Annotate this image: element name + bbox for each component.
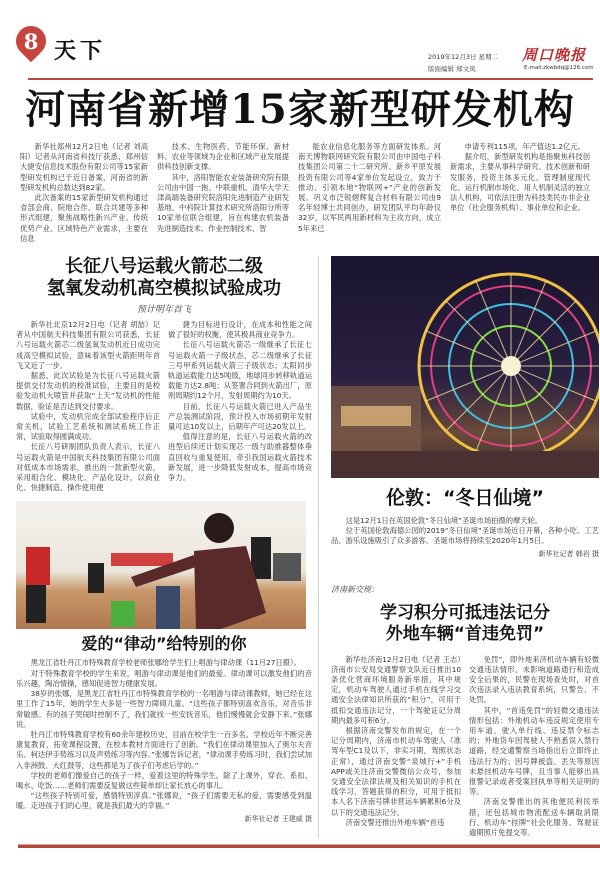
jinan-headline-line-1: 学习积分可抵违法记分 (380, 602, 550, 623)
left-column (16, 256, 319, 838)
paragraph: 黑龙江省牡丹江市特殊教育学校老师张娜给学生们上唱游与律动课（11月27日摄）。 (30, 658, 301, 668)
paragraph: 试验中，发动机完成全部试验程序后正常关机，试验工艺系统和测试系统工作正常，试验取得圆满成功。 (16, 411, 160, 442)
rhythm-headline: 爱的“律动”给特别的你 (81, 634, 247, 654)
london-byline: 新华社记者 韩岩 摄 (538, 549, 599, 558)
newspaper-logo: 周口晚报 (522, 46, 587, 64)
paragraph: 能农业信息化服务等方面研发体系。河南天博物联网研究院有限公司由中国电子科技集团公司第二十二研究所、新乡平原发展投资有限公司等4家单位发起设立，致力于推动、引领本地“物联网+”产业的创新发展。巩义市泛锐熠辉复合材料有限公司由9名年轻博士共同创办，研发团队平均年龄仅32岁，以军民两用新材料为主攻方向，成立5年来已 (298, 142, 441, 233)
jinan-headline (331, 603, 599, 645)
paragraph: 对于特殊教育学校的学生来说，唱游与律动课是他们的最爱。律动课可以激发他们的音乐兴趣，陶冶情操，感知促进智力健康发展。 (16, 668, 312, 688)
jinan-headline-line-2: 外地车辆“首违免罚” (385, 623, 545, 644)
paragraph: “这些孩子特别可爱，感情特别淳真。”张娜说，“孩子们需要无私的爱，需要感受到温暖。走进孩子们的心里，就是我们最大的幸福。” (16, 791, 312, 811)
rocket-body (16, 320, 312, 493)
paragraph: 其中，洛阳智能农业装备研究院有限公司由中国一拖、中联重机、清华大学天津高端装备研究院洛阳先进制造产业研发基地、中科院计算技术研究所洛阳分所等10家单位联合组建，旨在构建农机装备先进制造技术、作业控制技术、智 (157, 172, 289, 233)
rhythm-byline: 新华社记者 王建威 摄 (244, 814, 312, 823)
paragraph: 新华社济南12月2日电（记者 王志）济南市公安局交通警察支队近日推出10条优化营商环境服务新举措，其中规定，机动车驾驶人通过手机在线学习交通安全法律知识所获的“积分”，可用于抵扣交通违法记分，一个驾驶证记分周期内最多可积6分。 (331, 654, 461, 725)
london-caption (331, 516, 599, 547)
ferris-wheel-illustration (331, 256, 599, 478)
rocket-headline-line-1: 长征八号运载火箭芯二级 (65, 256, 263, 278)
paragraph: 其中，“首违免罚”的轻微交通违法情形包括：外地机动车违反规定使用专用车道、驶入单行线、违反禁令标志的；外地货车因驾驶人不熟悉误入禁行道路，经交通警察当场指出后立即终止违法行为的；因号牌被盗、丢失等原因未悬挂机动车号牌，且当事人能够出具报警记录或者受案回执单等相关证明的等。 (469, 705, 599, 797)
jinan-body (331, 655, 599, 839)
section-title: 天下 (54, 38, 107, 64)
rocket-headline-line-2: 氢氧发动机高空模拟试验成功 (47, 278, 281, 300)
lead-body (0, 134, 600, 244)
classroom-illustration (16, 501, 306, 629)
jinan-column-1 (331, 655, 461, 839)
rocket-column-1 (16, 320, 160, 493)
paragraph: 据介绍，新型研发机构是指聚焦科技创新需求，主要从事科学研究、技术创新和研发服务，投资主体多元化、管理制度现代化、运行机制市场化、用人机制灵活的独立法人机构，可依法注册为科技类民办非企业单位（社会服务机构）、事业单位和企业。 (450, 152, 590, 213)
paragraph: 技术、生物医药、节能环保、新材料、农业等领域为企业和区域产业发展提供科技创新支撑。 (157, 142, 289, 172)
paragraph: 捷为目标进行设计，在成本和性能之间做了很好的权衡，使其极具商业竞争力。 (168, 320, 312, 340)
paragraph: 学校的老师们像爱自己的孩子一样，爱着这里的特殊学生。除了上课外，穿衣、系扣、喝水、吃饭……老师们需要反复做这些简单却让家长放心的事儿。 (16, 770, 312, 790)
lead-column-3 (298, 142, 441, 244)
paragraph: 新华社郑州12月2日电（记者 刘高阳）记者从河南省科技厅获悉，郑州信大捷安信息技术股份有限公司等15家新型研发机构已于近日备案，河南省的新型研发机构总数达到82家。 (20, 142, 148, 192)
paragraph: 位于英国伦敦海德公园的2019“冬日仙境”圣诞市场近日开幕，各种小吃、工艺品、游乐设施吸引了众多游客。圣诞市场将持续至2020年1月5日。 (331, 526, 599, 546)
jinan-kicker: 济南新交规： (331, 584, 379, 594)
lead-column-2 (157, 142, 289, 244)
paragraph: 济南交警还推出外地车辆“首违 (345, 817, 445, 827)
paragraph: 申请专利115项，年产值达1.2亿元。 (464, 142, 585, 151)
paragraph: 牡丹江市特殊教育学校有60余年建校历史，目前在校学生一百多名，学校近年不断完善康复教育，拓宽课程设置，在校本教材方面进行了创新。“我们在律动课里加入了奥尔夫音乐、柯达伊手势练习以及声势练习等内容。”张娜告诉记者，“律动课手势练习时，我们尝试加入非洲鼓、大红鼓等，这些都是为了孩子们考虑后学的。” (16, 729, 312, 770)
jinan-column-2 (469, 655, 599, 839)
main-row (0, 256, 600, 838)
header-rule (28, 78, 593, 80)
paragraph: 长征八号运载火箭芯一级继承了长征七号运载火箭一子级状态，芯二级继承了长征三号甲系列运载火箭三子级状态；太阳同步轨道运载能力达5吨级，地球同步转移轨道运载能力达2.8吨；从签署合同到火箭出厂，原则周期约12个月，发射周期约为10天。 (168, 340, 312, 401)
paragraph: 新华社北京12月2日电（记者 胡喆）记者从中国航天科技集团有限公司获悉，长征八号运载火箭芯二级氢氧发动机近日成功完成高空模拟试验，意味着该型火箭距明年首飞又近了一步。 (16, 320, 160, 370)
footer-rule (18, 844, 600, 848)
paragraph: 长征八号研制团队负责人表示，长征八号运载火箭是中国航天科技集团有限公司面对低成本市场需求，推出的一款新型火箭，采用组合化、模块化、产品化设计，以商业化、快捷制造、操作使用便 (16, 442, 160, 493)
issue-date: 2019年12月3日 星期二 (428, 53, 499, 61)
rocket-column-2 (168, 320, 312, 493)
ferris-wheel-photo (331, 256, 599, 478)
rhythm-body (16, 658, 312, 811)
classroom-photo (16, 501, 306, 629)
page-number: 8 (23, 29, 39, 54)
rocket-headline (16, 256, 312, 300)
paragraph: 值得注意的是，长征八号运载火箭的改进型后续还计划实现芯一级与助推器整体垂直回收与重复使用，牵引我国运载火箭技术新发展，进一步降低发射成本，提高市场竞争力。 (168, 432, 312, 483)
contact-email: E-mail:zkwbdq@126.com (524, 65, 594, 71)
lead-column-4 (450, 142, 590, 244)
lead-column-1 (20, 142, 148, 244)
paragraph: 根据济南交警发布的规定，在一个记分周期内，济南市机动车驾驶人（准驾车型C1及以下，非实习期，驾照状态正常），通过济南交警“泉城行+”手机APP或关注济南交警微信公众号，参加交通安全法律法规及相关知识的手机在线学习，答题获得的积分，可用于抵扣本人名下济南号牌非营运车辆累积6分及以下的交通违法记分。 (331, 726, 461, 817)
paragraph: 据悉，此次试验是为长征八号运载火箭提供交付发动机的校准试验，主要目的是校验发动机大喷管并获取“上天”发动机的性能数据，验证是否达到交付要求。 (16, 371, 160, 411)
paragraph: 免罚”，即外地来济机动车辆有轻微交通违法情形，未影响道路通行和造成安全后果的，民警在现场查处时，对首次违法录入违法教育系统，只警告、不处罚。 (469, 654, 599, 705)
paragraph: 此次备案的15家新型研发机构通过省部会商、院地合作、联合共建等多种形式组建，聚焦战略性新兴产业、传统优势产业、区域特色产业需求，主要在信息 (20, 193, 148, 243)
right-column (331, 256, 599, 838)
rocket-subtitle: 预计明年首飞 (136, 305, 191, 316)
paragraph: 38岁的张娜，是黑龙江省牡丹江市特殊教育学校的一名唱游与律动课教师，她已经在这里工作了15年，她的学生大多是一些智力障碍儿童。“这些孩子都特别喜欢音乐，对音乐非常敏感。有的孩子哭闹时控制不了，我们就找一些安抚音乐，他们慢慢就会安静下来。”张娜说。 (16, 689, 312, 729)
paragraph: 这是12月1日在英国伦敦“冬日仙境”圣诞市场拍摄的摩天轮。 (345, 516, 543, 526)
paragraph: 目前，长征八号运载火箭已进入产品生产总装测试阶段，预计投入市场初期年发射量可达10发以上，后期年产可达20发以上。 (168, 401, 312, 432)
paragraph: 济南交警推出的其他便民利民举措，还包括城市物流配送车辆取消限行、机动车“挂牌”社会化服务、驾驶证逾期照片免提交等。 (469, 797, 599, 838)
london-headline: 伦敦：“冬日仙境” (386, 487, 544, 510)
lead-headline: 河南省新增15家新型研发机构 (25, 86, 575, 133)
editor-credit: 版面编辑 郑文凤 (428, 65, 476, 73)
